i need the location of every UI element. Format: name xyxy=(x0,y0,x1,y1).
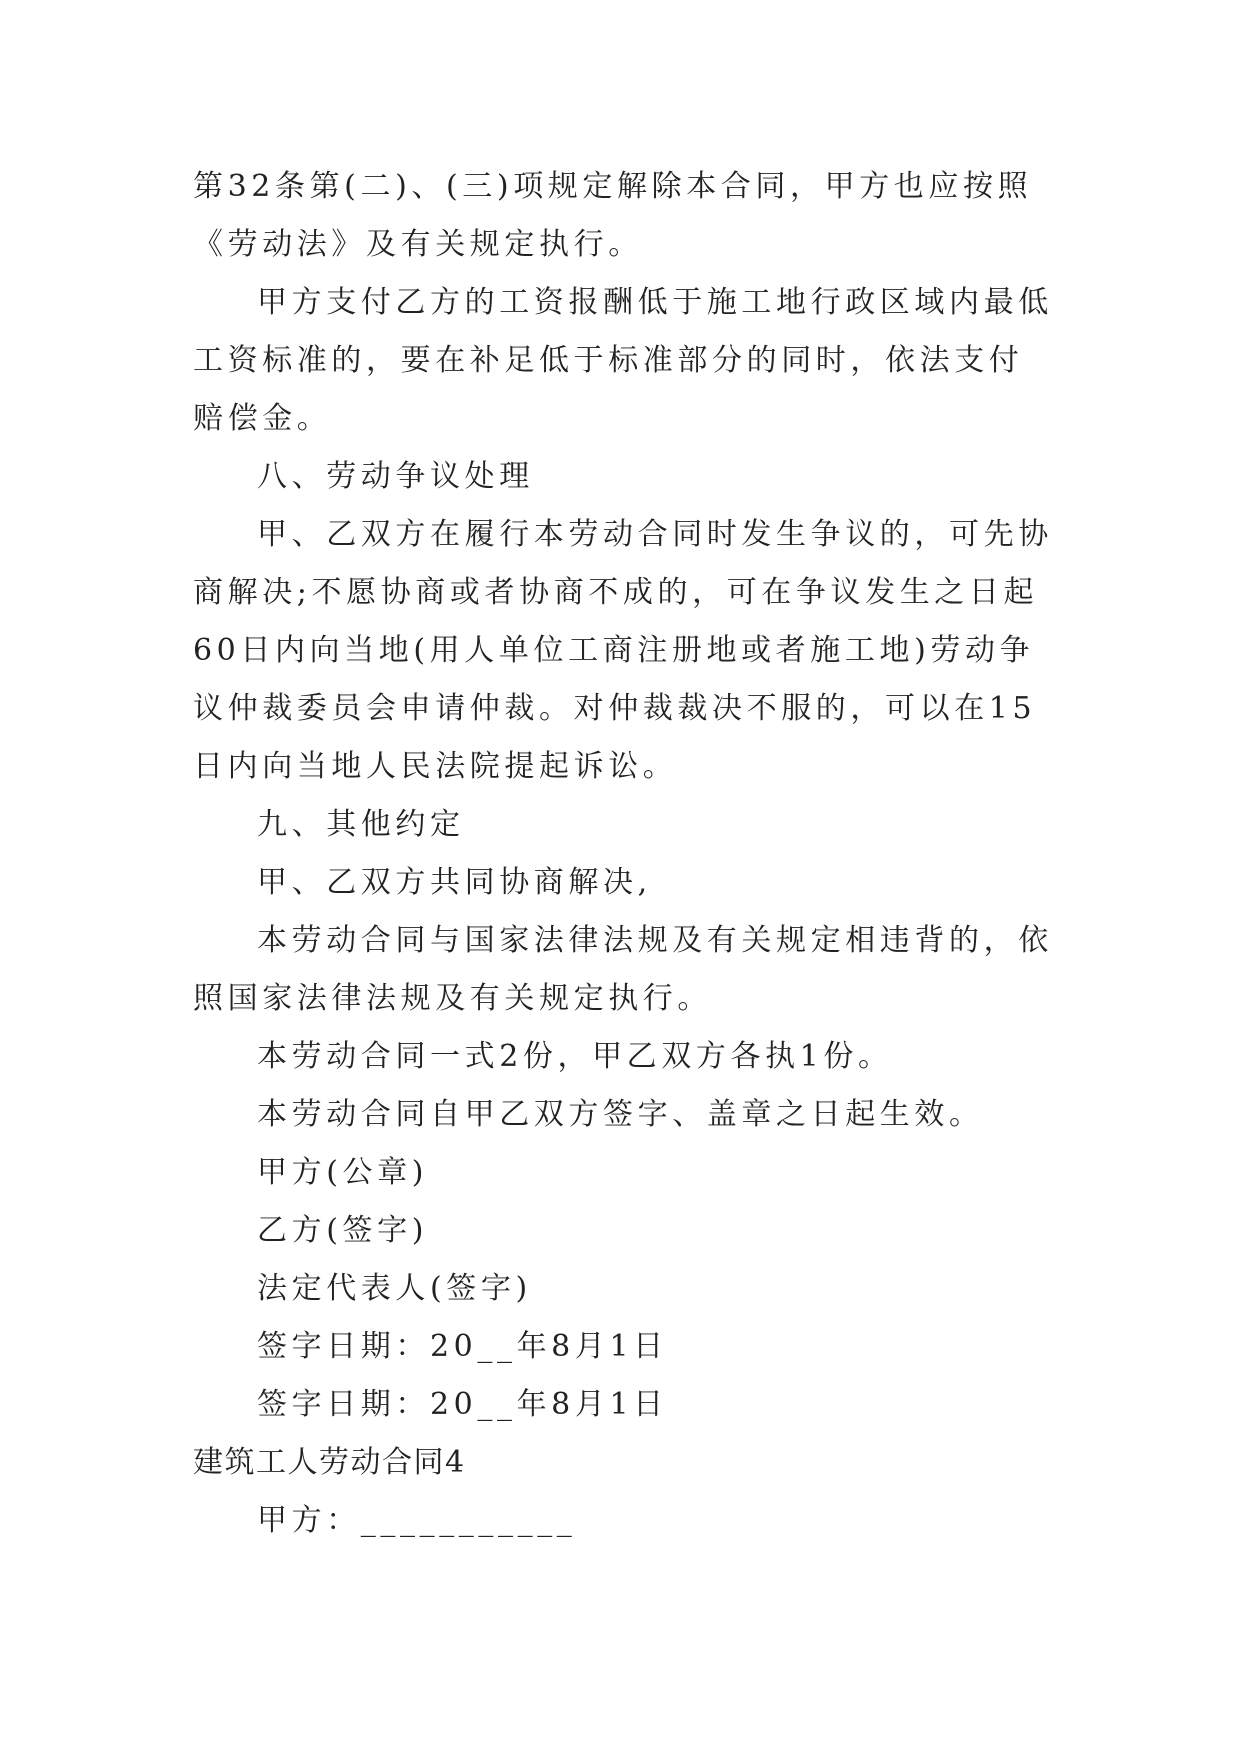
paragraph-minimum-wage: 甲方支付乙方的工资报酬低于施工地行政区域内最低工资标准的，要在补足低于标准部分的同时，依法支付赔偿金。 xyxy=(193,285,1053,436)
section-heading-labor-dispute: 八、劳动争议处理 xyxy=(257,459,534,494)
paragraph-termination-clause: 第32条第(二)、(三)项规定解除本合同，甲方也应按照《劳动法》及有关规定执行。 xyxy=(193,169,1033,262)
section-heading-other-terms: 九、其他约定 xyxy=(257,807,465,842)
sign-date-line: 签字日期：20__年8月1日 xyxy=(257,1329,668,1364)
paragraph-copies: 本劳动合同一式2份，甲乙双方各执1份。 xyxy=(257,1039,893,1074)
paragraph-law-precedence: 本劳动合同与国家法律法规及有关规定相违背的，依照国家法律法规及有关规定执行。 xyxy=(193,923,1053,1016)
party-a-seal-label: 甲方(公章) xyxy=(257,1155,429,1190)
legal-representative-sign-label: 法定代表人(签字) xyxy=(257,1271,532,1306)
document-body xyxy=(193,158,1053,1550)
paragraph-mutual-negotiation: 甲、乙双方共同协商解决, xyxy=(257,865,652,900)
paragraph-effective-date: 本劳动合同自甲乙双方签字、盖章之日起生效。 xyxy=(257,1097,984,1132)
next-contract-title: 建筑工人劳动合同4 xyxy=(193,1445,466,1480)
sign-date-line: 签字日期：20__年8月1日 xyxy=(257,1387,668,1422)
party-a-field: 甲方：___________ xyxy=(257,1503,577,1538)
party-b-sign-label: 乙方(签字) xyxy=(257,1213,429,1248)
paragraph-labor-dispute: 甲、乙双方在履行本劳动合同时发生争议的，可先协商解决;不愿协商或者协商不成的，可在争议发生之日起60日内向当地(用人单位工商注册地或者施工地)劳动争议仲裁委员会申请仲裁。对仲裁裁决不服的，可以在15日内向当地人民法院提起诉讼。 xyxy=(193,517,1053,784)
